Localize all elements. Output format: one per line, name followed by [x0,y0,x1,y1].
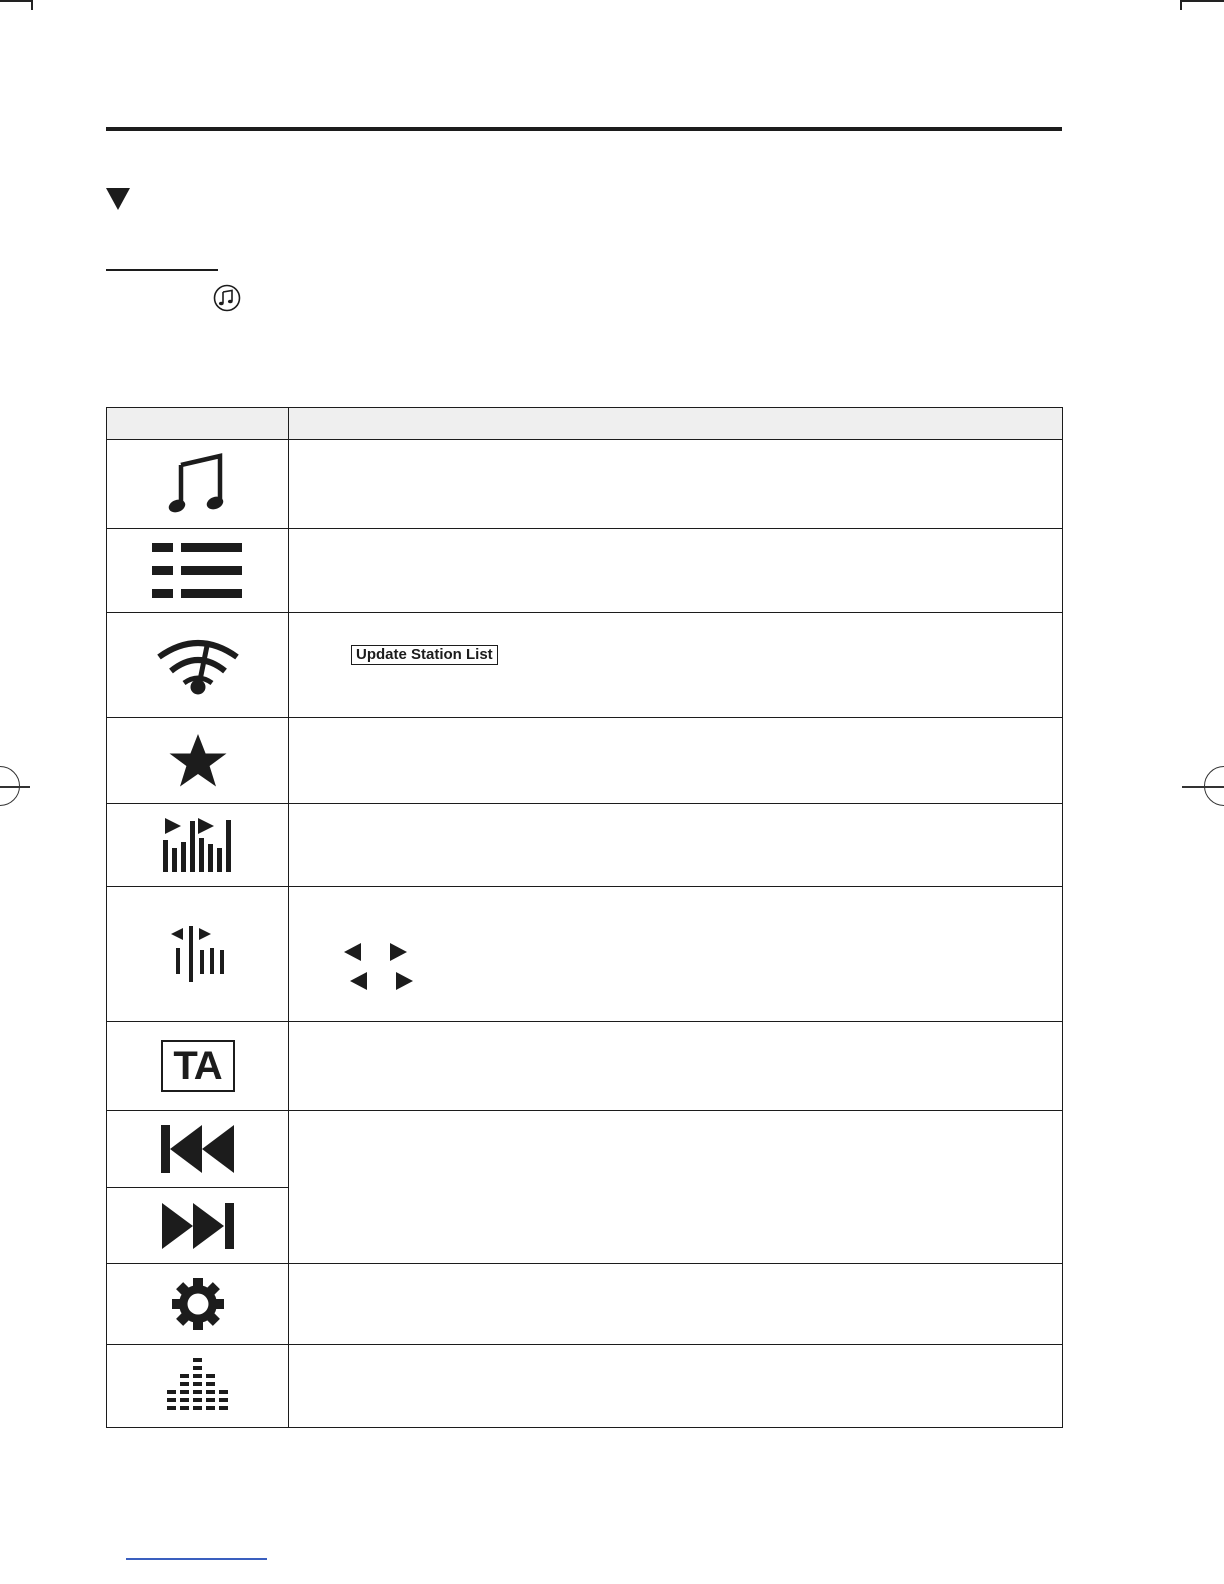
table-cell-icon [107,1111,289,1188]
previous-track-icon[interactable] [161,1125,235,1173]
table-cell-description [289,1022,1063,1111]
crop-mark [1180,0,1182,10]
table-cell-description [289,1345,1063,1428]
table-cell-description [289,718,1063,804]
table-row [107,1111,1063,1188]
table-cell-icon [107,1345,289,1428]
list-icon[interactable] [152,543,244,599]
left-arrow-icon [344,943,361,961]
table-row [107,529,1063,613]
table-row [107,1264,1063,1345]
registration-mark [1182,786,1224,788]
table-header-icon [107,408,289,440]
registration-mark [0,786,30,788]
update-station-list-button[interactable]: Update Station List [351,645,498,665]
music-note-circle-icon [213,284,241,312]
table-cell-icon [107,1264,289,1345]
table-row [107,440,1063,529]
music-note-icon[interactable] [168,453,228,515]
table-row [107,1345,1063,1428]
title-rule [106,127,1062,131]
table-cell-description [289,1111,1063,1264]
gear-icon[interactable] [171,1277,225,1331]
icon-function-table [106,407,1063,1428]
crop-mark [31,0,33,10]
table-cell-icon [107,804,289,887]
table-cell-icon [107,529,289,613]
table-cell-description [289,1264,1063,1345]
table-cell-icon [107,1188,289,1264]
table-cell-icon [107,440,289,529]
table-cell-description [289,440,1063,529]
table-row [107,887,1063,1022]
table-cell-icon [107,1022,289,1111]
table-cell-icon [107,613,289,718]
seek-tune-icon[interactable] [169,926,227,982]
ta-icon[interactable] [161,1040,235,1092]
right-arrow-icon [390,943,407,961]
table-header-function [289,408,1063,440]
crop-mark [0,0,32,2]
section-triangle-icon [106,188,130,210]
footer-link-underline[interactable] [126,1558,267,1560]
table-row [107,613,1063,718]
table-row [107,804,1063,887]
left-arrow-icon [350,972,367,990]
scan-icon[interactable] [163,818,233,872]
table-cell-icon [107,887,289,1022]
next-track-icon[interactable] [162,1203,234,1249]
star-icon[interactable] [168,733,228,789]
table-row [107,1022,1063,1111]
subheading-rule [106,269,218,271]
equalizer-icon[interactable] [166,1358,230,1414]
ta-icon-text: TA [173,1044,222,1088]
table-cell-description [289,887,1063,1022]
table-cell-icon [107,718,289,804]
table-cell-description [289,613,1063,718]
table-cell-description [289,804,1063,887]
table-row [107,718,1063,804]
right-arrow-icon [396,972,413,990]
crop-mark [1180,0,1224,2]
table-cell-description [289,529,1063,613]
station-signal-icon[interactable] [155,635,241,695]
table-header-row [107,408,1063,440]
